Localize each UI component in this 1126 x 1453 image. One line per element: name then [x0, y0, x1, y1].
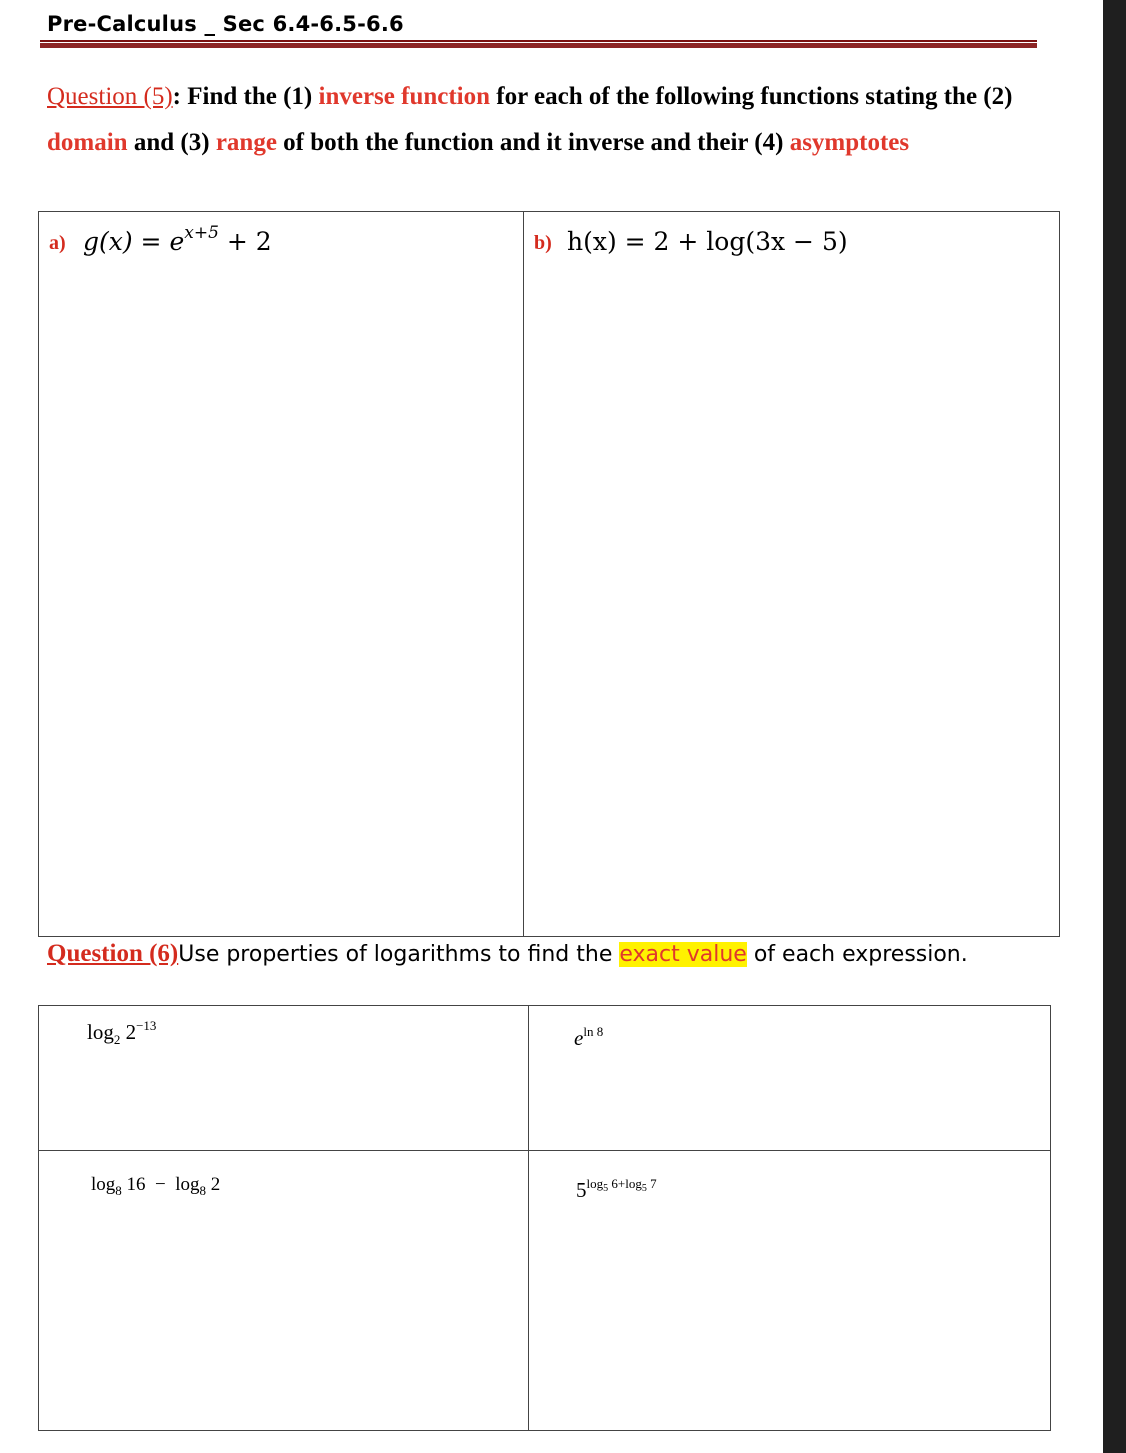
part-a-lhs: g(x) = e — [83, 227, 185, 256]
table-horizontal-divider — [39, 1150, 1050, 1151]
question-6-text-2: of each expression. — [746, 942, 968, 967]
question-5-label: Question (5) — [47, 83, 173, 110]
term-range: range — [215, 129, 277, 156]
question-5-text — [47, 74, 1037, 166]
expression-3: $\log_8 16 - \log_8 2$ — [91, 1174, 221, 1198]
part-b-expression: h(x) = 2 + log(3x − 5) — [567, 227, 848, 256]
part-b-label: b) — [534, 232, 552, 254]
expression-2: $e^{ln 8}$ — [574, 1024, 604, 1050]
part-a-label: a) — [49, 232, 66, 254]
question-6-text-1: Use properties of logarithms to find the — [178, 942, 620, 967]
table-divider — [523, 212, 524, 936]
question-5-text-3: and (3) — [127, 129, 216, 156]
part-a-exponent: x+5 — [184, 223, 219, 243]
expression-4: $5^{log_5 6+log_5 7}$ — [576, 1176, 657, 1202]
page-header: Pre-Calculus _ Sec 6.4-6.5-6.6 — [47, 12, 404, 36]
question-6-text — [47, 940, 968, 968]
header-rule-thin — [40, 40, 1037, 42]
question-5-text-4: of both the function and it inverse and their (4) — [276, 129, 790, 156]
question-5-text-1: Find the (1) — [181, 83, 319, 110]
highlight-exact-value: exact value — [619, 942, 747, 967]
part-a-rhs: + 2 — [218, 227, 272, 256]
right-edge-bar — [1103, 0, 1126, 1453]
table-vertical-divider — [528, 1006, 529, 1430]
question-5-text-2: for each of the following functions stating the (2) — [490, 83, 1013, 110]
question-6-table — [38, 1005, 1051, 1431]
question-5-table — [38, 211, 1060, 937]
question-5-colon: : — [172, 83, 181, 110]
part-a-expression — [83, 223, 272, 256]
term-domain: domain — [47, 129, 128, 156]
question-6-label: Question (6) — [47, 940, 179, 967]
term-asymptotes: asymptotes — [789, 129, 910, 156]
term-inverse-function: inverse function — [318, 83, 491, 110]
expression-1: $\log_2 2^{-13}$ — [87, 1018, 157, 1047]
header-rule-thick — [40, 43, 1037, 48]
